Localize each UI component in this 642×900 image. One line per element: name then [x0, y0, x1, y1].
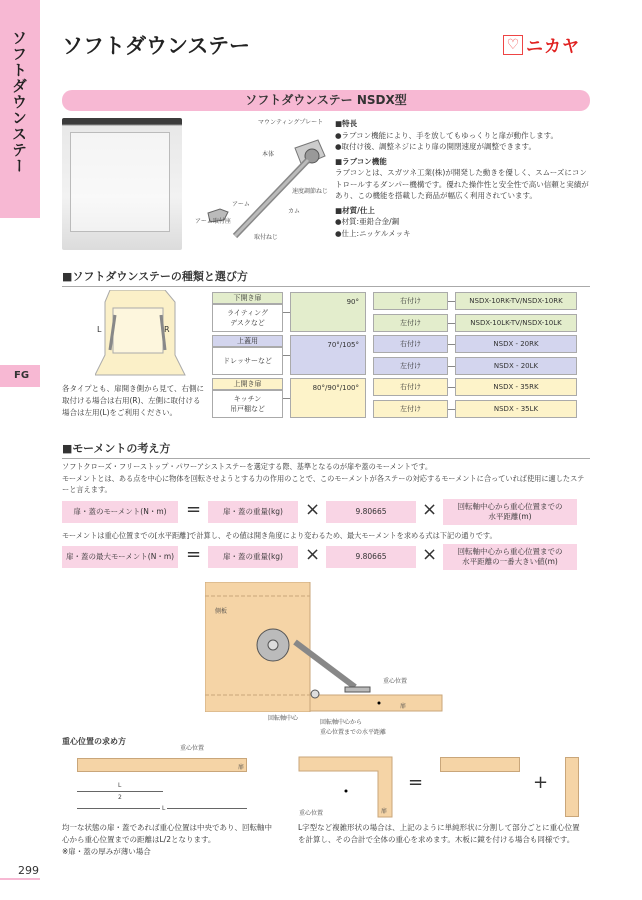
brand-logo [503, 32, 580, 57]
full-dim: L [162, 805, 166, 812]
product-photo [62, 118, 182, 250]
door-type: 下開き扉 [212, 292, 283, 304]
connector-line [448, 366, 455, 367]
label-body: 本体 [262, 151, 275, 158]
label-cog: 重心位置 [383, 678, 408, 685]
opening-angle: 80°/90°/100° [290, 378, 366, 418]
moment-p1: ソフトクローズ・フリーストップ・パワーアシストステーを選定する際、基準となるのが扉や蓋のモーメントです。 [62, 462, 433, 471]
formula1-moment: 扉・蓋のモーメント(N・m) [62, 501, 178, 523]
formula1-gravity: 9.80665 [326, 501, 416, 523]
usage: ドレッサーなど [212, 347, 283, 375]
formula2-equals: = [186, 544, 202, 565]
moment-p2: モーメントとは、ある点を中心に物体を回転させようとする力の作用のことで、このモーメントが各ステーの対応するモーメントに合っていれば使用に適したステーと言えます。 [62, 473, 585, 494]
formula1-distance: 回転軸中心から重心位置までの 水平距離(m) [443, 499, 577, 525]
opening-angle: 90° [290, 292, 366, 332]
connector-line [283, 398, 290, 399]
formula1-weight: 扉・蓋の重量(kg) [208, 501, 298, 523]
model-right: NSDX - 20RK [455, 335, 577, 353]
label-pivot: 回転軸中心 [268, 715, 299, 722]
types-heading: ■ソフトダウンステーの種類と選び方 [62, 268, 590, 287]
cog-caption-right: L字型など複雑形状の場合は、上記のように単純形状に分割して部分ごとに重心位置を計算し、その合計で全体の重心を求めます。木板に鏡を付ける場合も同様です。 [298, 823, 580, 844]
moment-diagram [205, 582, 445, 712]
formula2-times2: × [422, 544, 438, 565]
model-left: NSDX - 20LK [455, 357, 577, 375]
vertical-part [565, 757, 579, 817]
label-horizontal-distance: 回転軸中心から 重心位置までの水平距離 [320, 719, 387, 736]
left-label: L [97, 325, 102, 334]
feature-item: ●ラブコン機能により、手を放してもゆっくりと扉が動作します。 [335, 130, 558, 140]
label-mount-screw: 取付ねじ [254, 234, 279, 241]
connector-line [448, 344, 455, 345]
door-type: 上蓋用 [212, 335, 283, 347]
moment-paragraph [62, 461, 590, 496]
cog-equals: = [408, 772, 424, 793]
cog-plus: + [533, 772, 549, 793]
features-heading: ■特長 [335, 119, 358, 128]
product-banner: ソフトダウンステー NSDX型 [62, 90, 590, 111]
page-number-underline [0, 878, 40, 880]
label-cam: カム [288, 208, 301, 215]
features-text [335, 118, 590, 239]
formula1-times: × [305, 499, 321, 520]
formula1-times2: × [422, 499, 438, 520]
model-right: NSDX-10RK-TV/NSDX-10RK [455, 292, 577, 310]
types-caption: 各タイプとも、扉開き側から見て、右側に取付ける場合は右用(R)、左側に取付ける場合は左用(L)をご利用ください。 [62, 384, 204, 417]
connector-line [448, 301, 455, 302]
formula2-gravity: 9.80665 [326, 546, 416, 568]
formula2-distance: 回転軸中心から重心位置までの 水平距離の一番大きい値(m) [443, 544, 577, 570]
model-left: NSDX - 35LK [455, 400, 577, 418]
connector-line [448, 323, 455, 324]
material-heading: ■材質/仕上 [335, 205, 375, 215]
label-arm-base: アーム取付座 [195, 218, 231, 225]
horizontal-part [440, 757, 520, 772]
lovcon-description: ラブコンとは、スガツネ工業(株)が開発した動きを優しく、スムーズにコントロールするダンパー機構です。優れた操作性と安全性で高い信頼と実績があり、この機能を搭載した商品が幅広く利用されています。 [335, 168, 589, 200]
connector-line [448, 409, 455, 410]
cog-caption-left: 均一な状態の扉・蓋であれば重心位置は中央であり、回転軸中心から重心位置までの距離はL/2となります。 ※扉・蓋の厚みが薄い場合 [62, 823, 272, 856]
label-speed-screw: 速度調節ねじ [292, 188, 329, 195]
label-door: 扉 [400, 703, 407, 710]
cog-door-bar [77, 758, 247, 772]
left-mount: 左付け [373, 314, 448, 332]
cabinet-diagram [95, 290, 190, 380]
right-mount: 右付け [373, 292, 448, 310]
formula1-equals: = [186, 499, 202, 520]
label-mounting-plate: マウンティングプレート [258, 119, 324, 126]
cog-door-label: 扉 [238, 764, 245, 771]
connector-line [283, 355, 290, 356]
door-type: 上開き扉 [212, 378, 283, 390]
product-parts-diagram [190, 118, 330, 248]
logo-text: ニカヤ [526, 37, 580, 57]
half-dim-line [77, 791, 163, 792]
page-title: ソフトダウンステー [62, 34, 250, 58]
connector-line [283, 312, 290, 313]
left-mount: 左付け [373, 357, 448, 375]
usage: キッチン 吊戸棚など [212, 390, 283, 418]
left-mount: 左付け [373, 400, 448, 418]
opening-angle: 70°/105° [290, 335, 366, 375]
sidebar-vertical-title: ソフトダウンステー [10, 30, 28, 174]
right-mount: 右付け [373, 378, 448, 396]
half-num: L [118, 782, 122, 789]
half-den: 2 [118, 794, 122, 801]
formula2-max-moment: 扉・蓋の最大モーメント(N・m) [62, 546, 178, 568]
l-door-label: 扉 [381, 808, 388, 815]
cog-label: 重心位置 [180, 745, 205, 752]
lovcon-heading: ■ラブコン機能 [335, 156, 387, 166]
usage: ライティング デスクなど [212, 304, 283, 332]
heart-icon: ♡ [503, 35, 523, 55]
moment-heading: ■モーメントの考え方 [62, 440, 590, 459]
label-arm: アーム [232, 201, 250, 208]
label-side-panel: 側板 [215, 608, 228, 615]
right-label: R [164, 325, 170, 334]
formula2-times: × [305, 544, 321, 565]
right-mount: 右付け [373, 335, 448, 353]
l-cog-label: 重心位置 [299, 810, 324, 817]
page-number: 299 [18, 864, 39, 877]
finish-item: ●仕上:ニッケルメッキ [335, 228, 411, 238]
section-tab-label: FG [14, 370, 30, 381]
moment-note: モーメントは重心位置までの[水平距離]で計算し、その値は開き角度により変わるため、最大モーメントを求める式は下記の通りです。 [62, 531, 497, 540]
model-left: NSDX-10LK-TV/NSDX-10LK [455, 314, 577, 332]
material-item: ●材質:亜鉛合金/鋼 [335, 217, 400, 226]
feature-item: ●取付け後、調整ネジにより扉の開閉速度が調整できます。 [335, 142, 536, 151]
formula2-weight: 扉・蓋の重量(kg) [208, 546, 298, 568]
model-right: NSDX - 35RK [455, 378, 577, 396]
connector-line [448, 387, 455, 388]
cog-heading: 重心位置の求め方 [62, 737, 126, 746]
